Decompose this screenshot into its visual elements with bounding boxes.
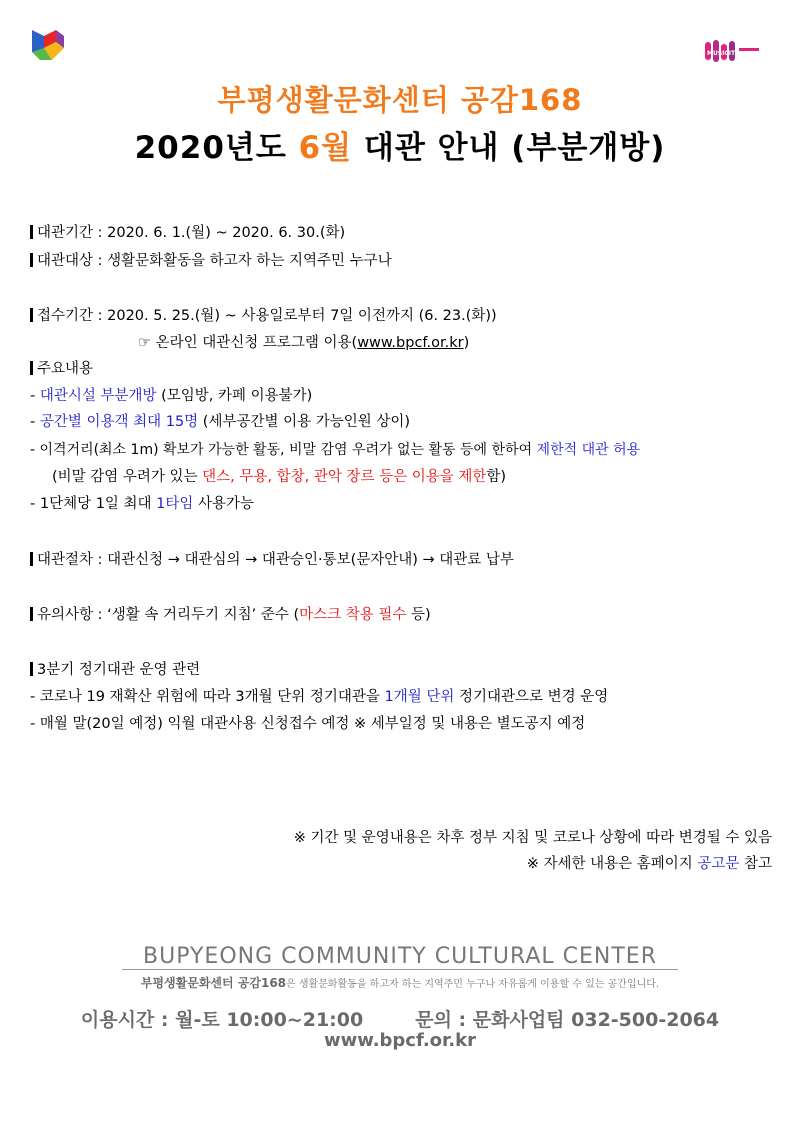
- musicity-logo-icon: [703, 38, 765, 64]
- footer-description: 부평생활문화센터 공감168은 생활문화활동을 하고자 하는 지역주민 누구나 자유롭게 이용할 수 있는 공간입니다.: [140, 976, 660, 990]
- main-item-4: - 1단체당 1일 최대 1타임 사용가능: [30, 496, 255, 512]
- bullet-bar-icon: [30, 361, 33, 375]
- main-item-1: - 대관시설 부분개방 (모임방, 카페 이용불가): [30, 388, 313, 404]
- bullet-bar-icon: [30, 253, 33, 267]
- rental-procedure: 대관절차 : 대관신청 → 대관심의 → 대관승인·통보(문자안내) → 대관료 납부: [30, 550, 514, 570]
- caution: 유의사항 : ‘생활 속 거리두기 지침’ 준수 (마스크 착용 필수 등): [30, 605, 431, 625]
- quarter-item-2: - 매월 말(20일 예정) 익월 대관사용 신청접수 예정 ※ 세부일정 및 내용은 별도공지 예정: [30, 716, 586, 732]
- footer-website-link[interactable]: www.bpcf.or.kr: [323, 1030, 477, 1051]
- main-item-2: - 공간별 이용객 최대 15명 (세부공간별 이용 가능인원 상이): [30, 414, 411, 430]
- main-content-heading: 주요내용: [30, 359, 93, 379]
- footer-divider: [122, 969, 678, 970]
- page-subtitle: 2020년도 6월 대관 안내 (부분개방): [134, 130, 666, 166]
- website-link[interactable]: www.bpcf.or.kr: [357, 335, 464, 351]
- bullet-bar-icon: [30, 225, 33, 239]
- notice-link[interactable]: 공고문: [697, 856, 740, 872]
- quarter-item-1: - 코로나 19 재확산 위험에 따라 3개월 단위 정기대관을 1개월 단위 정기대관으로 변경 운영: [30, 689, 609, 705]
- center-logo-icon: [30, 28, 66, 62]
- online-application: ☞ 온라인 대관신청 프로그램 이용(www.bpcf.or.kr): [138, 335, 470, 351]
- quarter-heading: 3분기 정기대관 운영 관련: [30, 660, 200, 680]
- bullet-bar-icon: [30, 662, 33, 676]
- bullet-bar-icon: [30, 607, 33, 621]
- month-highlight: 6월: [298, 130, 353, 166]
- reception-period: 접수기간 : 2020. 5. 25.(월) ~ 사용일로부터 7일 이전까지 (6. 23.(화)): [30, 306, 497, 326]
- bullet-bar-icon: [30, 308, 33, 322]
- opening-hours: 이용시간 : 월-토 10:00~21:00: [80, 1009, 364, 1031]
- note-change: ※ 기간 및 운영내용은 차후 정부 지침 및 코로나 상황에 따라 변경될 수 있음: [293, 830, 772, 846]
- footer-hours-contact: [0, 1005, 800, 1032]
- main-item-3-detail: (비말 감염 우려가 있는 댄스, 무용, 합창, 관악 장르 등은 이용을 제한함): [52, 469, 507, 485]
- musicity-logo-text: MUSICITY: [707, 50, 740, 57]
- rental-period: 대관기간 : 2020. 6. 1.(월) ~ 2020. 6. 30.(화): [30, 223, 345, 243]
- rental-target: 대관대상 : 생활문화활동을 하고자 하는 지역주민 누구나: [30, 251, 392, 271]
- bullet-bar-icon: [30, 552, 33, 566]
- footer-english-name: BUPYEONG COMMUNITY CULTURAL CENTER: [143, 944, 657, 969]
- main-item-3: - 이격거리(최소 1m) 확보가 가능한 활동, 비말 감염 우려가 없는 활동 등에 한하여 제한적 대관 허용: [30, 442, 641, 458]
- page-title: 부평생활문화센터 공감168: [217, 83, 583, 117]
- contact-info: 문의 : 문화사업팀 032-500-2064: [415, 1009, 720, 1031]
- note-homepage: ※ 자세한 내용은 홈페이지 공고문 참고: [526, 856, 772, 872]
